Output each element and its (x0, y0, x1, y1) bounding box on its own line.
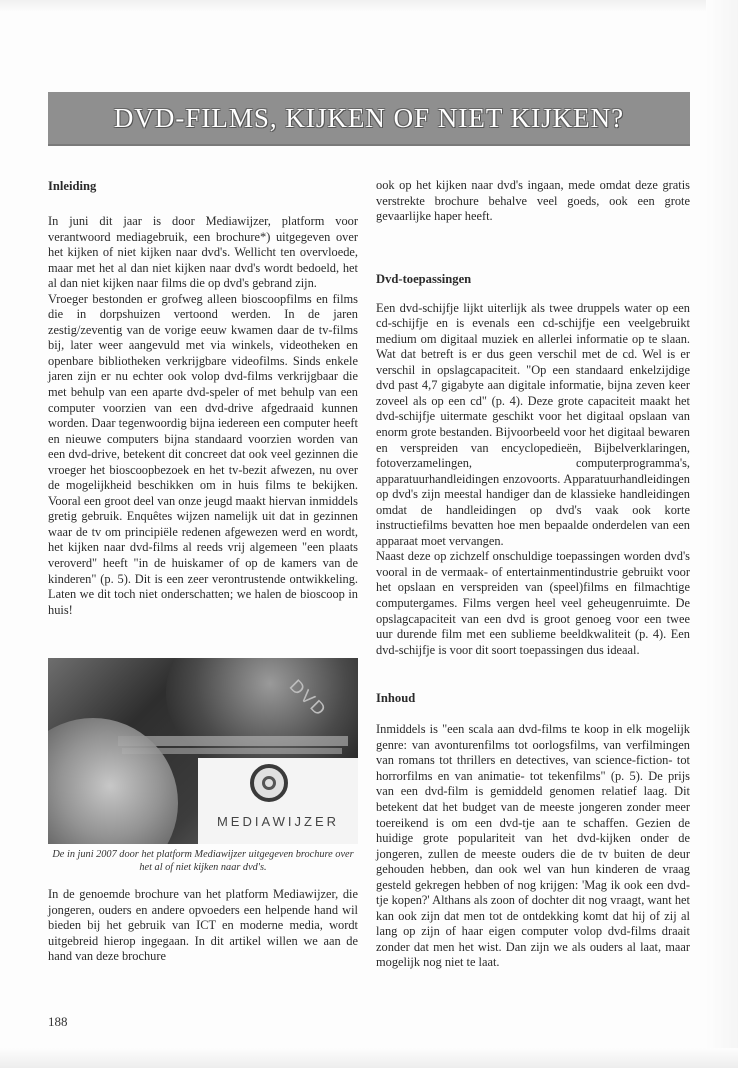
paragraph: Inmiddels is "een scala aan dvd-films te koop in elk mogelijk genre: van avonturenfilms tot oorlogsfilms, van verfilmingen van romans tot thrillers en detectives, van science-fiction- tot horrorfilms en van animatie- tot tekenfilms" (p. 5). De prijs van een dvd-film is gemiddeld genomen relatief laag. Dit betekent dat het budget van de meeste jongeren zonder meer toereikend is om een dvd-tje aan te schaffen. Gezien de huidige grote populariteit van het dvd-kijken onder de jongeren, zullen de meeste ouders die de tv buiten de deur gehouden hebben, dan ook wel van hun kinderen de vraag gesteld gekregen hebben of nog krijgen: 'Mag ik ook een dvd-tje kopen?' Althans als zoon of dochter dit nog vraagt, want het kan ook zijn dat men tot de ontdekking komt dat hij of zij al lang op zijn of haar eigen computer volop dvd-films draait zonder dat men het wist. Dan zijn we als ouders al laat, maar mogelijk nog niet te laat. (376, 722, 690, 970)
left-column-continued (48, 887, 358, 965)
section-heading-inhoud: Inhoud (376, 691, 416, 706)
section-heading-inleiding: Inleiding (48, 179, 97, 193)
page-number: 188 (48, 1014, 68, 1029)
paragraph: ook op het kijken naar dvd's ingaan, mede omdat deze gratis verstrekte brochure behalve veel goeds, ook een grote gevaarlijke haper heeft. (376, 178, 690, 224)
image-caption: De in juni 2007 door het platform Mediawijzer uitgegeven brochure over het al of niet kijken naar dvd's. (52, 849, 354, 873)
paragraph: In juni dit jaar is door Mediawijzer, platform voor verantwoord mediagebruik, een brochure*) uitgegeven over het kijken of niet kijken naar dvd's. Wellicht ten overvloede, maar met het al dan niet kijken naar dvd's wordt bedoeld, het al dan niet kijken naar films die op dvd's gebrand zijn. (48, 214, 358, 291)
section-heading-dvd-toepassingen: Dvd-toepassingen (376, 271, 472, 286)
left-column (48, 178, 358, 618)
scan-edge-top (0, 0, 738, 12)
paragraph: In de genoemde brochure van het platform Mediawijzer, die jongeren, ouders en andere opvoeders een helpende hand wil bieden bij het gebruik van ICT en moderne media, wordt uitgebreid hierop ingegaan. In dit artikel willen we aan de hand van deze brochure (48, 887, 358, 964)
paragraph: Een dvd-schijfje lijkt uiterlijk als twee druppels water op een cd-schijfje en is evenals een cd-schijfje een veelgebruikt medium om digitaal muziek en allerlei informatie op te slaan. Wat dat betreft is er dus geen verschil met de cd. Wel is er verschil in opslagcapaciteit. "Op een standaard enkelzijdige dvd past 4,7 gigabyte aan digitale informatie, bijna zeven keer zoveel als op een cd" (p. 4). Deze grote capaciteit maakt het dvd-schijfje uitermate geschikt voor het digitaal opslaan van enorm grote bestanden. Bijvoorbeeld voor het digitaal bewaren en verspreiden van encyclopedieën, Bijbelverklaringen, fotoverzamelingen, computerprogramma's, apparatuurhandleidingen enzovoorts. Apparatuurhandleidingen op dvd's zijn meestal handiger dan de klassieke handleidingen omdat de handleidingen op dvd's vaak ook korte instructiefilms bevatten hoe men bepaalde onderdelen van een apparaat moet vervangen. (376, 300, 690, 548)
scan-edge-bottom (0, 1048, 738, 1068)
title-banner (48, 92, 690, 146)
paragraph: Naast deze op zichzelf onschuldige toepassingen worden dvd's vooral in de vermaak- of entertainmentindustrie gebruikt voor het opslaan en verspreiden van (speel)films en filmachtige computergames. Films vergen heel veel geheugenruimte. De opslagcapaciteit van een dvd is groot genoeg voor een twee uur durende film met een sublieme beeldkwaliteit (p. 4). Een dvd-schijfje is voor dit soort toepassingen dus ideaal. (376, 549, 690, 657)
scan-edge-right (706, 0, 738, 1068)
disc-label: DVD (285, 675, 331, 721)
paragraph: Vroeger bestonden er grofweg alleen bioscoopfilms en films die in dorpshuizen vertoond werden. In de jaren zestig/zeventig van de vorige eeuw kwamen daar de tv-films bij, later weer aangevuld met via winkels, videotheken en openbare bibliotheken verkrijgbare videofilms. Sinds enkele jaren zijn er nu echter ook volop dvd-films verkrijgbaar die met behulp van een aparte dvd-speler of met behulp van een computer voorzien van een dvd-drive afgedraaid kunnen worden. Daar tegenwoordig bijna iedereen een computer heeft en nieuwe computers bijna standaard voorzien worden van een dvd-drive, betekent dit concreet dat ook veel gezinnen die vroeger het bioscoopbezoek en het tv-bezit afwezen, nu over de mogelijkheid beschikken om in huis films te bekijken. Vooral een groot deel van onze jeugd maakt hiervan inmiddels gretig gebruik. Enquêtes wijzen namelijk uit dat in gezinnen waar de tv om principiële redenen afgewezen werd en wordt, het kijken naar dvd-films al reeds vrij algemeen "een plaats veroverd" heeft "in de huiskamer of op de kamers van de kinderen" (p. 5). Dit is een zeer verontrustende ontwikkeling. Laten we dit toch niet onderschatten; we halen de bioscoop in huis! (48, 291, 358, 617)
brochure-photo (48, 658, 358, 844)
page-title: DVD-FILMS, KIJKEN OF NIET KIJKEN? (113, 102, 625, 133)
mediawijzer-logo-icon (250, 764, 288, 802)
brand-name: MEDIAWIJZER (216, 814, 340, 829)
right-column (376, 178, 690, 971)
